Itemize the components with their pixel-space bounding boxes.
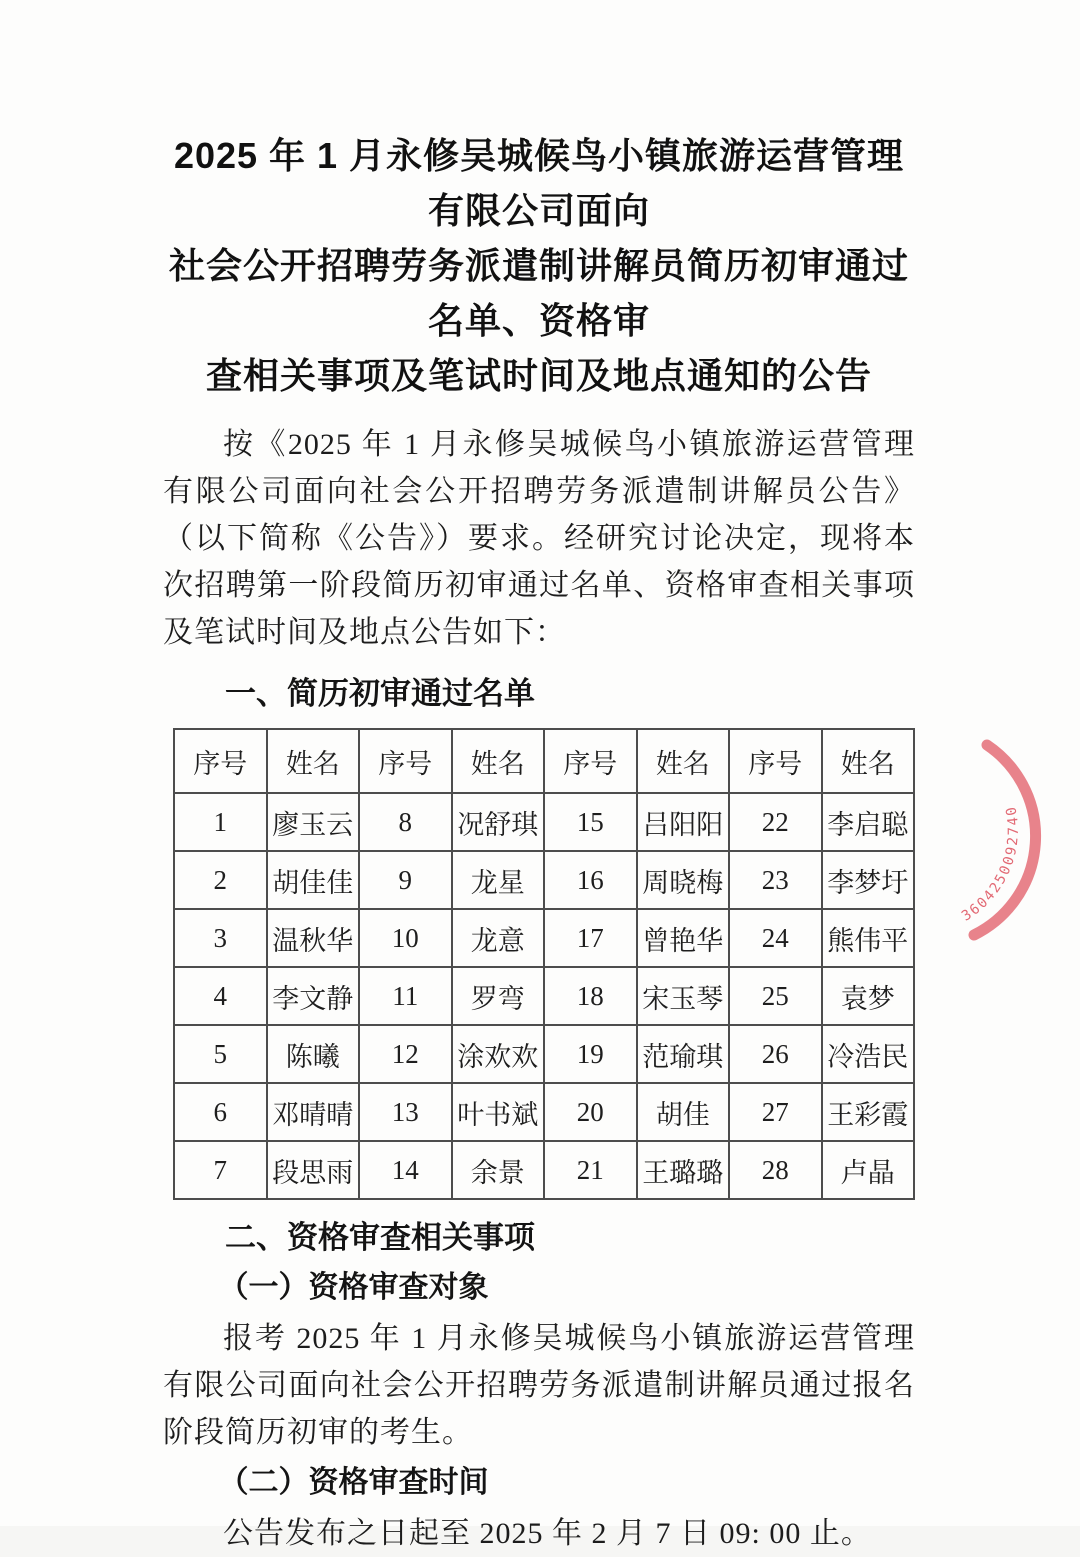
table-row	[174, 909, 914, 967]
table-cell: 21	[544, 1141, 637, 1199]
table-cell: 范瑜琪	[637, 1025, 730, 1083]
section-2-heading: 二、资格审查相关事项	[225, 1220, 535, 1255]
table-cell: 余景	[452, 1141, 545, 1199]
table-cell: 李文静	[267, 967, 360, 1025]
table-cell: 李梦圩	[822, 851, 915, 909]
seal-number: 3604250092740	[959, 803, 1022, 925]
table-header-row	[174, 729, 914, 793]
table-cell: 8	[359, 793, 452, 851]
table-cell: 廖玉云	[267, 793, 360, 851]
table-row	[174, 793, 914, 851]
table-cell: 7	[174, 1141, 267, 1199]
table-header-cell: 序号	[544, 729, 637, 793]
table-cell: 6	[174, 1083, 267, 1141]
table-header-cell: 姓名	[267, 729, 360, 793]
table-cell: 段思雨	[267, 1141, 360, 1199]
subsection-2-body: 公告发布之日起至 2025 年 2 月 7 日 09: 00 止。	[223, 1517, 872, 1550]
table-cell: 王璐璐	[637, 1141, 730, 1199]
table-cell: 温秋华	[267, 909, 360, 967]
table-cell: 10	[359, 909, 452, 967]
table-cell: 5	[174, 1025, 267, 1083]
section-1-heading: 一、简历初审通过名单	[225, 676, 535, 711]
table-cell: 龙星	[452, 851, 545, 909]
subsection-1-body: 报考 2025 年 1 月永修吴城候鸟小镇旅游运营管理有限公司面向社会公开招聘劳务派遣制讲解员通过报名阶段简历初审的考生。	[163, 1322, 915, 1449]
table-cell: 3	[174, 909, 267, 967]
table-cell: 熊伟平	[822, 909, 915, 967]
table-row	[174, 1141, 914, 1199]
pass-list-table	[173, 728, 915, 1200]
table-cell: 邓晴晴	[267, 1083, 360, 1141]
table-cell: 23	[729, 851, 822, 909]
table-cell: 12	[359, 1025, 452, 1083]
table-cell: 2	[174, 851, 267, 909]
table-cell: 13	[359, 1083, 452, 1141]
table-cell: 24	[729, 909, 822, 967]
table-row	[174, 1025, 914, 1083]
table-cell: 叶书斌	[452, 1083, 545, 1141]
table-cell: 王彩霞	[822, 1083, 915, 1141]
table-row	[174, 1083, 914, 1141]
table-cell: 14	[359, 1141, 452, 1199]
table-header-cell: 姓名	[822, 729, 915, 793]
table-cell: 况舒琪	[452, 793, 545, 851]
table-cell: 25	[729, 967, 822, 1025]
subsection-2-heading: （二）资格审查时间	[218, 1466, 489, 1499]
table-header-cell: 序号	[729, 729, 822, 793]
table-cell: 胡佳佳	[267, 851, 360, 909]
table-cell: 曾艳华	[637, 909, 730, 967]
title-line-1: 2025 年 1 月永修吴城候鸟小镇旅游运营管理有限公司面向	[173, 135, 905, 231]
table-cell: 22	[729, 793, 822, 851]
title-line-3: 查相关事项及笔试时间及地点通知的公告	[205, 355, 872, 396]
table-cell: 16	[544, 851, 637, 909]
table-cell: 9	[359, 851, 452, 909]
page-title	[163, 128, 915, 403]
table-cell: 15	[544, 793, 637, 851]
table-cell: 陈曦	[267, 1025, 360, 1083]
table-cell: 吕阳阳	[637, 793, 730, 851]
table-cell: 胡佳	[637, 1083, 730, 1141]
table-row	[174, 967, 914, 1025]
subsection-1-heading: （一）资格审查对象	[218, 1271, 489, 1304]
table-cell: 4	[174, 967, 267, 1025]
table-header-cell: 序号	[174, 729, 267, 793]
table-cell: 20	[544, 1083, 637, 1141]
table-cell: 18	[544, 967, 637, 1025]
table-cell: 李启聪	[822, 793, 915, 851]
table-header-cell: 序号	[359, 729, 452, 793]
table-cell: 28	[729, 1141, 822, 1199]
table-cell: 宋玉琴	[637, 967, 730, 1025]
title-line-2: 社会公开招聘劳务派遣制讲解员简历初审通过名单、资格审	[168, 245, 909, 341]
table-cell: 冷浩民	[822, 1025, 915, 1083]
table-cell: 袁梦	[822, 967, 915, 1025]
table-cell: 26	[729, 1025, 822, 1083]
table-header-cell: 姓名	[637, 729, 730, 793]
table-cell: 27	[729, 1083, 822, 1141]
table-cell: 卢晶	[822, 1141, 915, 1199]
table-cell: 1	[174, 793, 267, 851]
table-cell: 11	[359, 967, 452, 1025]
table-cell: 19	[544, 1025, 637, 1083]
table-row	[174, 851, 914, 909]
table-cell: 罗弯	[452, 967, 545, 1025]
table-header-cell: 姓名	[452, 729, 545, 793]
table-cell: 龙意	[452, 909, 545, 967]
intro-paragraph: 按《2025 年 1 月永修吴城候鸟小镇旅游运营管理有限公司面向社会公开招聘劳务派遣制讲解员公告》（以下简称《公告》）要求。经研究讨论决定，现将本次招聘第一阶段简历初审通过名单、资格审查相关事项及笔试时间及地点公告如下：	[163, 428, 915, 649]
table-cell: 17	[544, 909, 637, 967]
table-cell: 涂欢欢	[452, 1025, 545, 1083]
table-cell: 周晓梅	[637, 851, 730, 909]
